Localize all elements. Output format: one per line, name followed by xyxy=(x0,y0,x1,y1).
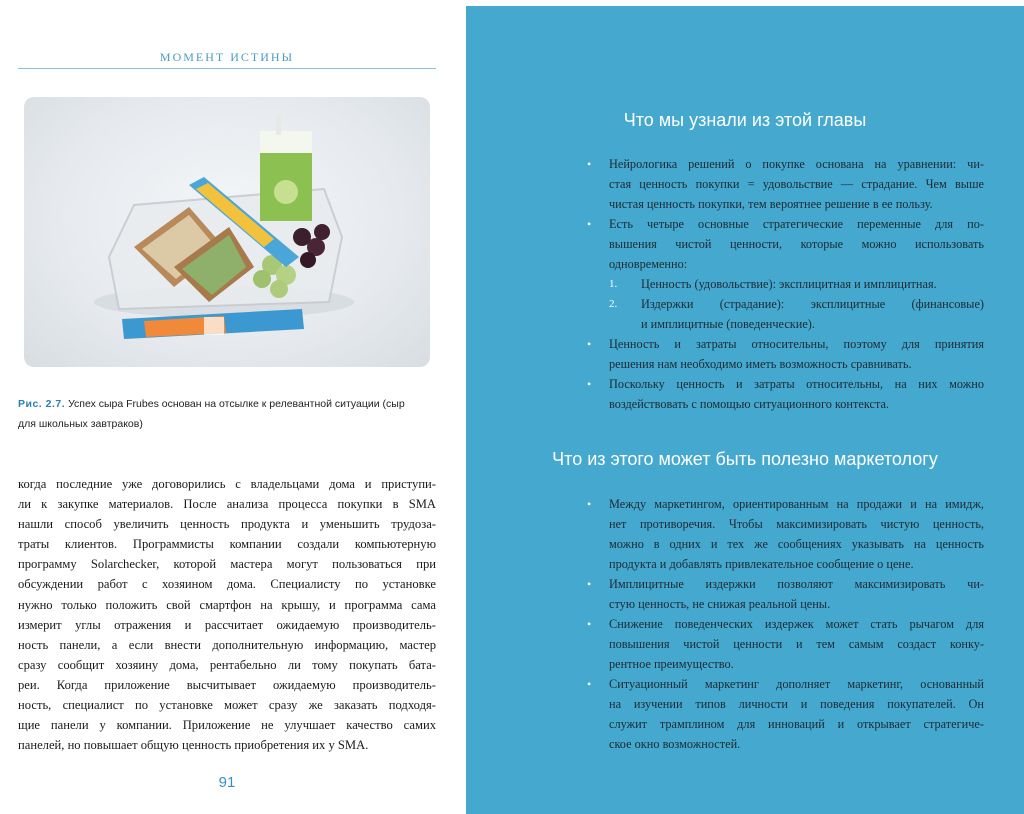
body-line: панелей, но повышает общую ценность приобретения их у SMA. xyxy=(18,738,369,753)
item-line: Снижение поведенческих издержек может стать рычагом для xyxy=(609,617,984,631)
body-line: нужно только положить свой смартфон на крышу, и программа сама xyxy=(18,597,436,612)
list-item xyxy=(466,374,1024,414)
list-item xyxy=(466,674,1024,754)
summary-list xyxy=(466,154,1024,414)
page-number: 91 xyxy=(218,774,236,791)
item-line: Издержки (страдание): эксплицитные (финансовые) xyxy=(641,297,984,311)
item-line: ское окно возможностей. xyxy=(609,737,741,751)
item-line: стую ценность, не снижая реальной цены. xyxy=(609,597,831,611)
body-line: обсуждении работ с хозяином дома. Специалисту по установке xyxy=(18,577,436,592)
bullet-icon: • xyxy=(587,677,592,691)
item-line: повышения чистой ценности и тем самым создаст конку- xyxy=(609,637,984,651)
body-line: щие панели у компании. Приложение не улучшает качество самих xyxy=(18,718,436,733)
item-line: одновременно: xyxy=(609,257,688,271)
body-line: ность панели, а если внести дополнительную информацию, мастер xyxy=(18,637,436,652)
bullet-icon: • xyxy=(587,377,592,391)
bullet-icon: • xyxy=(587,157,592,171)
bullet-icon: • xyxy=(587,217,592,231)
item-line: рентное преимущество. xyxy=(609,657,734,671)
item-line: Имплицитные издержки позволяют максимизировать чи- xyxy=(609,577,984,591)
list-item xyxy=(466,334,1024,374)
item-line: чистая ценность покупки, тем вероятнее решение в ее пользу. xyxy=(609,197,933,211)
figure-label: Рис. 2.7. xyxy=(18,398,66,410)
item-line: Есть четыре основные стратегические переменные для по- xyxy=(609,217,984,231)
item-line: Поскольку ценность и затраты относительны, на них можно xyxy=(609,377,984,391)
item-line: стая ценность покупки = удовольствие — страдание. Чем выше xyxy=(609,177,984,191)
section-title-marketing: Что из этого может быть полезно маркетологу xyxy=(552,449,938,469)
item-line: на изучении типов личности и поведения покупателей. Он xyxy=(609,697,984,711)
item-line: Ситуационный маркетинг дополняет маркетинг, основанный xyxy=(609,677,984,691)
figure-caption xyxy=(18,394,436,434)
item-line: Нейрологика решений о покупке основана на уравнении: чи- xyxy=(609,157,984,171)
body-line: ли к закупке материалов. После анализа процесса покупки в SMA xyxy=(18,497,436,512)
numbered-item xyxy=(466,274,1024,294)
body-text xyxy=(18,474,436,755)
list-item xyxy=(466,574,1024,614)
header-rule xyxy=(18,68,436,69)
list-item xyxy=(466,614,1024,674)
item-line: и имплицитные (поведенческие). xyxy=(641,317,815,331)
caption-line: Успех сыра Frubes основан на отсылке к релевантной ситуации (сыр xyxy=(65,398,405,410)
item-line: Ценность и затраты относительны, поэтому для принятия xyxy=(609,337,984,351)
bullet-icon: • xyxy=(587,577,592,591)
item-number: 2. xyxy=(609,298,618,310)
marketing-list xyxy=(466,494,1024,754)
item-line: решения нам необходимо иметь возможность сравнивать. xyxy=(609,357,912,371)
item-line: вышения чистой ценности, которые можно использовать xyxy=(609,237,984,251)
bullet-icon: • xyxy=(587,337,592,351)
item-line: можно в одних и тех же сообщениях указывать на ценность xyxy=(609,537,984,551)
item-line: нет противоречия. Чтобы максимизировать чистую ценность, xyxy=(609,517,984,531)
caption-line: для школьных завтраков) xyxy=(18,418,143,430)
body-line: реи. Когда приложение высчитывает ожидаемую производитель- xyxy=(18,677,436,692)
item-line: воздействовать с помощью ситуационного контекста. xyxy=(609,397,890,411)
item-number: 1. xyxy=(609,278,618,290)
list-item xyxy=(466,214,1024,274)
bullet-icon: • xyxy=(587,617,592,631)
running-head: МОМЕНТ ИСТИНЫ xyxy=(159,50,295,64)
bullet-icon: • xyxy=(587,497,592,511)
list-item xyxy=(466,494,1024,574)
left-page xyxy=(0,0,466,814)
item-line: служит трамплином для инноваций и открывает стратегиче- xyxy=(609,717,984,731)
body-line: программу Solarchecker, которой мастера могут пользоваться при xyxy=(18,557,436,572)
figure-photo xyxy=(24,97,430,367)
body-line: измерит углы отражения и рассчитает ожидаемую производитель- xyxy=(18,617,436,632)
item-line: Между маркетингом, ориентированным на продажи и на имидж, xyxy=(609,497,984,511)
lunchbox-illustration xyxy=(24,97,430,367)
section-title-summary: Что мы узнали из этой главы xyxy=(623,110,867,130)
body-line: когда последние уже договорились с владельцами дома и приступи- xyxy=(18,477,436,491)
body-line: сразу сообщит хозяину дома, рентабельно ли тому покупать бата- xyxy=(18,657,436,672)
body-line: ность, специалист по установке может сразу же заказать подходя- xyxy=(18,698,436,713)
right-page xyxy=(466,6,1024,814)
body-line: нашли способ увеличить ценность продукта и уменьшить трудоза- xyxy=(18,517,436,532)
numbered-item xyxy=(466,294,1024,334)
body-line: траты клиентов. Программисты компании создали компьютерную xyxy=(18,537,436,552)
item-line: продукта и добавлять привлекательное сообщение о цене. xyxy=(609,557,914,571)
item-line: Ценность (удовольствие): эксплицитная и имплицитная. xyxy=(641,277,937,291)
list-item xyxy=(466,154,1024,214)
